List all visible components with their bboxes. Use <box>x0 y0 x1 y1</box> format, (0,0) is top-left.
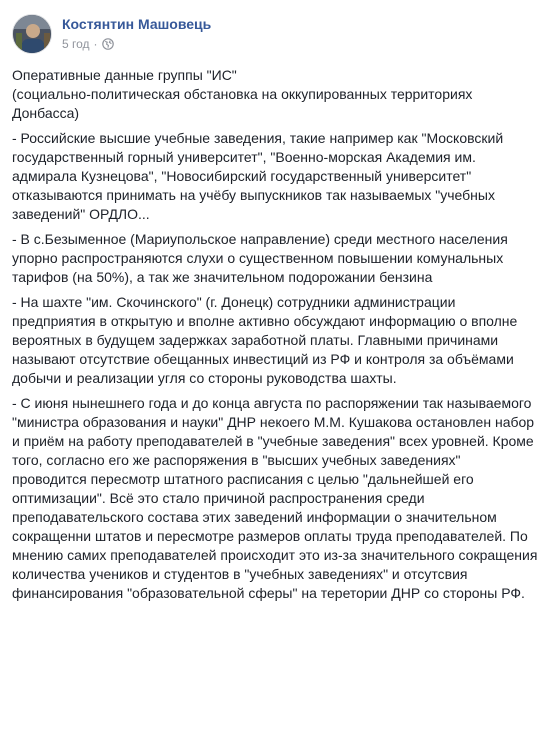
post-paragraph: - Российские высшие учебные заведения, такие например как "Московский государственный горный университет", "Военно-морская Академия им. адмирала Кузнецова", "Новосибирский государственный университет" отказываются принимать на учёбу выпускников так называемых "учебных заведений" ОРДЛО... <box>12 130 504 222</box>
meta-separator: · <box>93 37 98 51</box>
post-timestamp-link[interactable]: 5 год <box>62 37 90 51</box>
post-paragraph: - В с.Безыменное (Мариупольское направление) среди местного населения упорно распространяются слухи о существенном повышении комунальных тарифов (на 50%), а так же значительном подорожании бензина <box>12 231 508 285</box>
avatar-image <box>13 15 52 54</box>
post-header-text <box>62 14 211 52</box>
post-body <box>12 66 538 603</box>
post-paragraph: - С июня нынешнего года и до конца августа по распоряжении так называемого "министра образования и науки" ДНР некоего М.М. Кушакова остановлен набор и приём на работу преподавателей в "учебные заведения" всех уровней. Кроме того, согласно его же распоряжения в "высших учебных заведениях" проводится пересмотр штатного расписания с целью "дальнейшей его оптимизации". Всё это стало причиной распространения среди преподавательского состава этих заведений информации о значительном сокращенни штатов и пересмотре размеров оплаты труда преподавателей. По мнению самих преподавателей происходит это из-за значительного сокращения количества учеников и студентов в "учебных заведениях" и отсутсвия финансирования "образовательной сферы" на теретории ДНР со стороны РФ. <box>12 395 538 601</box>
post-paragraph: Оперативные данные группы "ИС" (социально-политическая обстановка на оккупированных территориях Донбасса) <box>12 67 473 121</box>
post-meta <box>62 36 211 52</box>
globe-icon[interactable] <box>102 38 114 50</box>
user-avatar[interactable] <box>12 14 52 54</box>
post-header <box>12 0 538 56</box>
author-name-link[interactable]: Костянтин Машовець <box>62 16 212 32</box>
post-paragraph: - На шахте "им. Скочинского" (г. Донецк) сотрудники администрации предприятия в открытую и вполне активно обсуждают информацию о вполне вероятных в будущем задержках заработной платы. Главными причинами называют отсутствие обещанных инвестиций из РФ и контроля за объёмами добычи и реализации угля со стороны руководства шахты. <box>12 294 518 386</box>
